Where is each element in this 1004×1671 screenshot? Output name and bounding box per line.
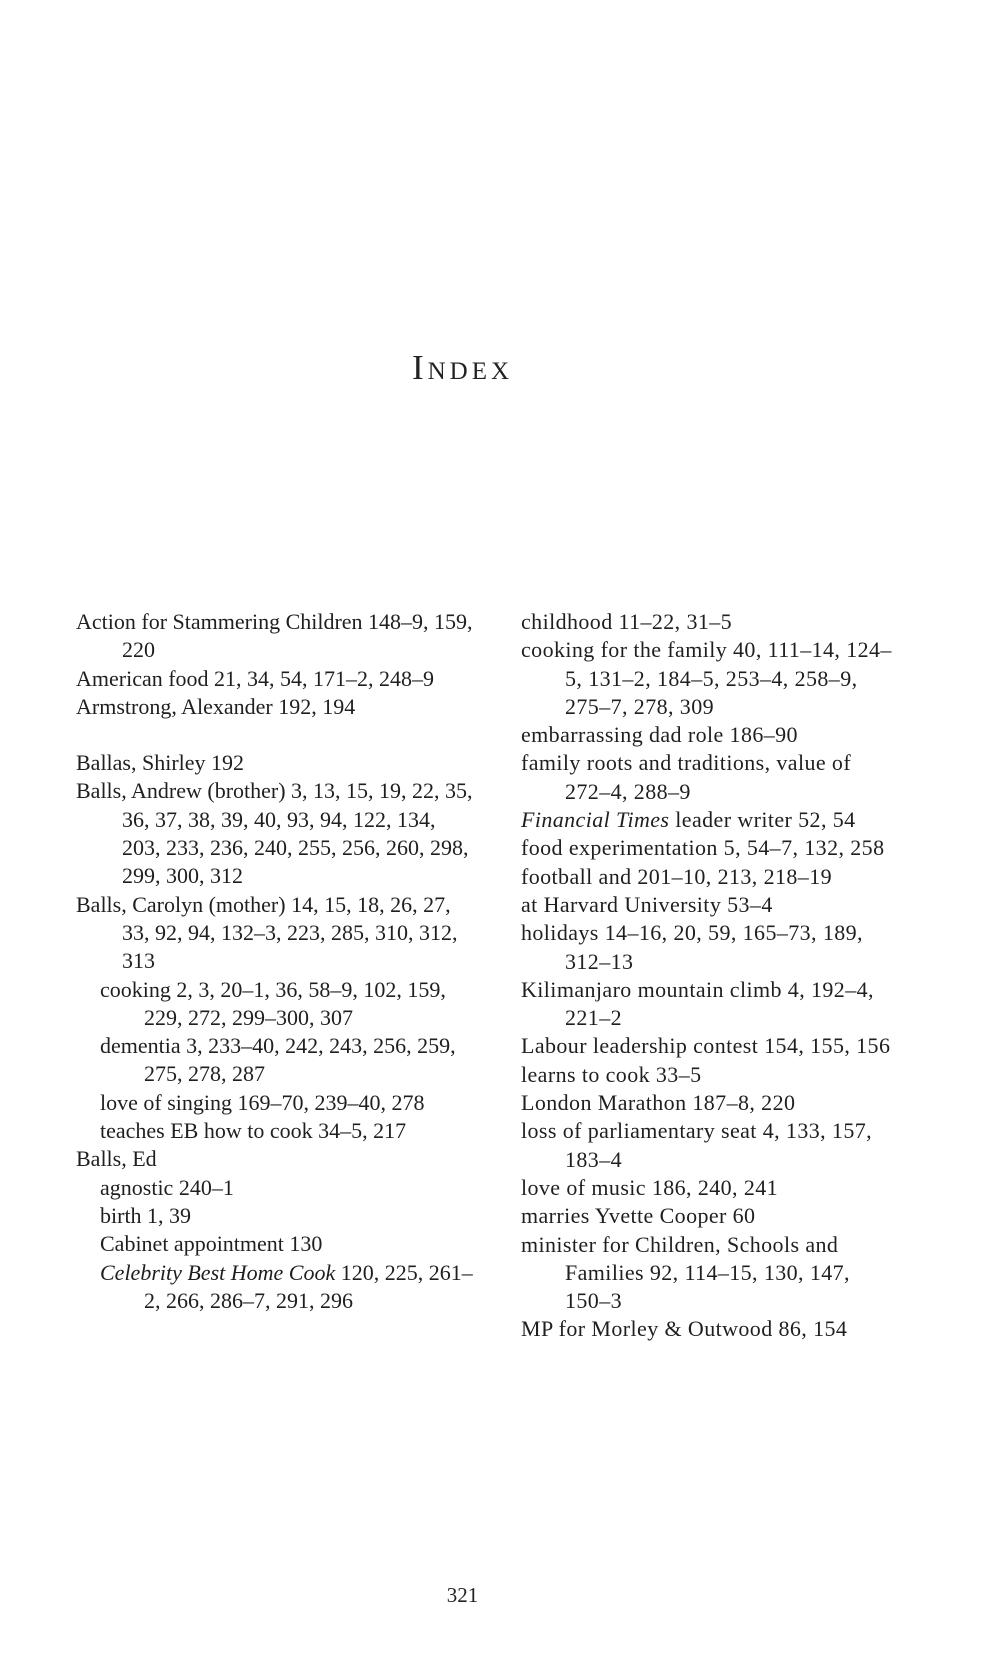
index-subentry: [497, 1061, 897, 1089]
index-entry-text: London Marathon 187–8, 220: [521, 1090, 796, 1116]
index-entry-text: 120, 225, 261–2, 266, 286–7, 291, 296: [144, 1259, 473, 1313]
index-entry-text: football and 201–10, 213, 218–19: [521, 863, 832, 889]
index-subentry: [76, 976, 476, 1033]
index-entry-text: Kilimanjaro mountain climb 4, 192–4, 221–2: [521, 976, 874, 1031]
index-entry-text: American food 21, 34, 54, 171–2, 248–9: [76, 665, 435, 691]
page-title: Index: [411, 348, 514, 388]
index-entry-text: holidays 14–16, 20, 59, 165–73, 189, 312–13: [521, 920, 863, 974]
index-subentry: [497, 1202, 897, 1230]
index-entry-text: Armstrong, Alexander 192, 194: [76, 693, 356, 719]
index-subentry: [497, 806, 897, 834]
index-entry: [76, 693, 476, 721]
index-entry-text: food experimentation 5, 54–7, 132, 258: [521, 835, 885, 861]
index-subentry: [76, 1174, 476, 1202]
index-subentry: [497, 636, 897, 721]
index-entry-text: family roots and traditions, value of 272–4, 288–9: [521, 750, 852, 804]
index-entry: [76, 749, 476, 777]
index-entry-text: embarrassing dad role 186–90: [521, 722, 798, 748]
index-subentry: [497, 919, 897, 976]
index-subentry: [76, 1117, 476, 1145]
index-entry-text: teaches EB how to cook 34–5, 217: [100, 1118, 407, 1144]
index-entry-text: Action for Stammering Children 148–9, 159, 220: [76, 609, 473, 663]
index-subentry: [497, 863, 897, 891]
index-entry-text: marries Yvette Cooper 60: [521, 1203, 756, 1229]
index-entry-text: minister for Children, Schools and Families 92, 114–15, 130, 147, 150–3: [521, 1231, 850, 1314]
index-subentry: [497, 1117, 897, 1174]
index-entry-text: love of singing 169–70, 239–40, 278: [100, 1089, 425, 1115]
index-entry-text: love of music 186, 240, 241: [521, 1174, 779, 1200]
index-subentry: [497, 976, 897, 1033]
index-subentry: [497, 749, 897, 806]
index-title-italic: Celebrity Best Home Cook: [100, 1259, 336, 1285]
index-entry: [76, 608, 476, 665]
index-column-left: [76, 608, 476, 1315]
index-subentry: [497, 1032, 897, 1060]
index-entry: [76, 777, 476, 890]
index-entry: [76, 665, 476, 693]
index-subentry: [497, 1231, 897, 1316]
index-subentry: [497, 1315, 897, 1343]
index-subentry: [76, 1032, 476, 1089]
index-entry: [76, 1145, 476, 1173]
index-entry-text: cooking for the family 40, 111–14, 124–5, 131–2, 184–5, 253–4, 258–9, 275–7, 278, 309: [521, 637, 892, 719]
index-subentry: [76, 1230, 476, 1258]
index-entry-text: birth 1, 39: [100, 1202, 192, 1228]
index-entry-text: Labour leadership contest 154, 155, 156: [521, 1033, 891, 1059]
index-subentry: [76, 1202, 476, 1230]
index-title-italic: Financial Times: [521, 807, 670, 833]
index-entry-text: Ballas, Shirley 192: [76, 750, 245, 776]
index-entry-text: Balls, Ed: [76, 1146, 157, 1172]
index-entry-text: cooking 2, 3, 20–1, 36, 58–9, 102, 159, 229, 272, 299–300, 307: [100, 976, 446, 1030]
index-entry-text: leader writer 52, 54: [669, 807, 856, 833]
index-entry-text: MP for Morley & Outwood 86, 154: [521, 1316, 848, 1342]
index-subentry: [497, 608, 897, 636]
index-entry-text: learns to cook 33–5: [521, 1061, 702, 1087]
index-entry-text: Balls, Carolyn (mother) 14, 15, 18, 26, 27, 33, 92, 94, 132–3, 223, 285, 310, 312, 313: [76, 891, 458, 974]
index-entry: [76, 891, 476, 976]
index-entry-text: loss of parliamentary seat 4, 133, 157, 183–4: [521, 1118, 873, 1172]
index-subentry: [76, 1089, 476, 1117]
index-subentry: [497, 891, 897, 919]
index-entry-text: at Harvard University 53–4: [521, 891, 773, 917]
index-subentry: [497, 834, 897, 862]
index-subentry: [497, 1089, 897, 1117]
index-section-gap: [76, 721, 476, 749]
index-entry-text: dementia 3, 233–40, 242, 243, 256, 259, 275, 278, 287: [100, 1033, 456, 1087]
index-subentry: [497, 721, 897, 749]
index-entry-text: Cabinet appointment 130: [100, 1231, 323, 1257]
index-column-right: [497, 608, 897, 1344]
index-entry-text: childhood 11–22, 31–5: [521, 609, 733, 634]
index-subentry: [76, 1259, 476, 1316]
index-subentry: [497, 1174, 897, 1202]
page-number: 321: [446, 1583, 479, 1607]
index-entry-text: Balls, Andrew (brother) 3, 13, 15, 19, 22, 35, 36, 37, 38, 39, 40, 93, 94, 122, 134, 203, 233, 236, 240, 255, 256, 260, 298, 299, 300, 312: [76, 778, 473, 889]
index-entry-text: agnostic 240–1: [100, 1174, 234, 1200]
